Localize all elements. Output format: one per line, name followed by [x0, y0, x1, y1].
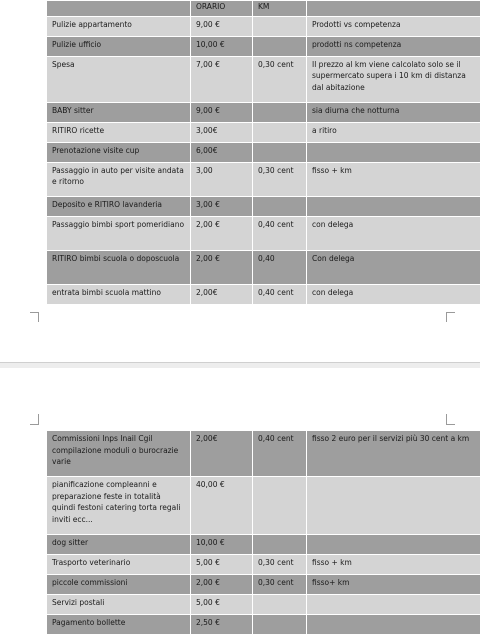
table-row: [47, 284, 480, 304]
table-row: [47, 535, 480, 555]
notes-cell: sia diurna che notturna: [307, 102, 480, 122]
table-row: [47, 16, 480, 36]
km-price-cell: [253, 196, 307, 216]
hourly-price-cell: 10,00 €: [191, 535, 253, 555]
services-price-table-page-2: [46, 430, 480, 635]
km-price-cell: [253, 535, 307, 555]
service-cell: pianificazione compleanni e preparazione feste in totalità quindi festoni catering torta regali inviti ecc...: [47, 477, 191, 535]
table-row: [47, 196, 480, 216]
hourly-price-cell: 2,00€: [191, 284, 253, 304]
notes-cell: fisso 2 euro per il servizi più 30 cent a km: [307, 431, 480, 477]
service-cell: Pagamento bollette: [47, 615, 191, 635]
crop-mark: [446, 312, 455, 313]
notes-cell: fisso + km: [307, 555, 480, 575]
service-cell: Passaggio in auto per visite andata e ritorno: [47, 162, 191, 196]
table-row: [47, 595, 480, 615]
km-price-cell: 0,40 cent: [253, 284, 307, 304]
km-price-cell: 0,30 cent: [253, 555, 307, 575]
crop-mark: [30, 424, 39, 425]
table-row: [47, 477, 480, 535]
notes-cell: fisso+ km: [307, 575, 480, 595]
hourly-price-cell: 3,00: [191, 162, 253, 196]
km-price-cell: 0,40 cent: [253, 431, 307, 477]
service-cell: dog sitter: [47, 535, 191, 555]
km-price-cell: [253, 477, 307, 535]
hourly-price-cell: 5,00 €: [191, 555, 253, 575]
service-cell: BABY sitter: [47, 102, 191, 122]
km-price-cell: 0,30 cent: [253, 575, 307, 595]
km-price-cell: [253, 36, 307, 56]
notes-cell: [307, 142, 480, 162]
km-price-cell: 0,40 cent: [253, 216, 307, 250]
header-cell: [47, 1, 191, 17]
service-cell: Trasporto veterinario: [47, 555, 191, 575]
hourly-price-cell: 7,00 €: [191, 56, 253, 102]
crop-mark: [446, 414, 447, 424]
service-cell: Deposito e RITIRO lavanderia: [47, 196, 191, 216]
table-row: [47, 122, 480, 142]
table-row: [47, 142, 480, 162]
service-cell: RITIRO bimbi scuola o doposcuola: [47, 250, 191, 284]
table-row: [47, 162, 480, 196]
km-price-cell: [253, 142, 307, 162]
km-price-cell: [253, 595, 307, 615]
notes-cell: a ritiro: [307, 122, 480, 142]
notes-cell: con delega: [307, 216, 480, 250]
km-price-cell: [253, 615, 307, 635]
hourly-price-cell: 2,00€: [191, 431, 253, 477]
service-cell: RITIRO ricette: [47, 122, 191, 142]
table-row: [47, 431, 480, 477]
notes-cell: [307, 196, 480, 216]
hourly-price-cell: 2,00 €: [191, 575, 253, 595]
header-cell: [307, 1, 480, 17]
notes-cell: Con delega: [307, 250, 480, 284]
table-row: [47, 250, 480, 284]
km-price-cell: 0,30 cent: [253, 56, 307, 102]
table-row: [47, 555, 480, 575]
hourly-price-cell: 9,00 €: [191, 102, 253, 122]
hourly-price-cell: 2,50 €: [191, 615, 253, 635]
table-row: [47, 216, 480, 250]
document-page-2: [0, 368, 480, 640]
hourly-price-cell: 5,00 €: [191, 595, 253, 615]
table-row: [47, 56, 480, 102]
service-cell: Passaggio bimbi sport pomeridiano: [47, 216, 191, 250]
service-cell: Pulizie appartamento: [47, 16, 191, 36]
notes-cell: prodotti ns competenza: [307, 36, 480, 56]
hourly-price-cell: 9,00 €: [191, 16, 253, 36]
hourly-price-cell: 10,00 €: [191, 36, 253, 56]
km-price-cell: [253, 16, 307, 36]
service-cell: Prenotazione visite cup: [47, 142, 191, 162]
header-cell-km: KM: [253, 1, 307, 17]
crop-mark: [30, 312, 39, 313]
service-cell: Commissioni Inps Inail Cgil compilazione moduli o burocrazie varie: [47, 431, 191, 477]
service-cell: entrata bimbi scuola mattino: [47, 284, 191, 304]
hourly-price-cell: 3,00 €: [191, 196, 253, 216]
services-price-table-page-1: [46, 0, 480, 305]
notes-cell: con delega: [307, 284, 480, 304]
table-row: [47, 615, 480, 635]
hourly-price-cell: 2,00 €: [191, 216, 253, 250]
hourly-price-cell: 6,00€: [191, 142, 253, 162]
notes-cell: Il prezzo al km viene calcolato solo se il supermercato supera i 10 km di distanza dal abitazione: [307, 56, 480, 102]
hourly-price-cell: 3,00€: [191, 122, 253, 142]
header-cell-orario: ORARIO: [191, 1, 253, 17]
notes-cell: fisso + km: [307, 162, 480, 196]
service-cell: piccole commissioni: [47, 575, 191, 595]
table-row: [47, 36, 480, 56]
notes-cell: Prodotti vs competenza: [307, 16, 480, 36]
table-header-row: [47, 1, 480, 17]
km-price-cell: 0,30 cent: [253, 162, 307, 196]
notes-cell: [307, 535, 480, 555]
service-cell: Spesa: [47, 56, 191, 102]
hourly-price-cell: 2,00 €: [191, 250, 253, 284]
km-price-cell: 0,40: [253, 250, 307, 284]
crop-mark: [446, 312, 447, 322]
hourly-price-cell: 40,00 €: [191, 477, 253, 535]
notes-cell: [307, 615, 480, 635]
notes-cell: [307, 595, 480, 615]
km-price-cell: [253, 102, 307, 122]
service-cell: Servizi postali: [47, 595, 191, 615]
crop-mark: [38, 414, 39, 424]
km-price-cell: [253, 122, 307, 142]
service-cell: Pulizie ufficio: [47, 36, 191, 56]
table-row: [47, 575, 480, 595]
crop-mark: [446, 424, 455, 425]
crop-mark: [38, 312, 39, 322]
table-row: [47, 102, 480, 122]
notes-cell: [307, 477, 480, 535]
